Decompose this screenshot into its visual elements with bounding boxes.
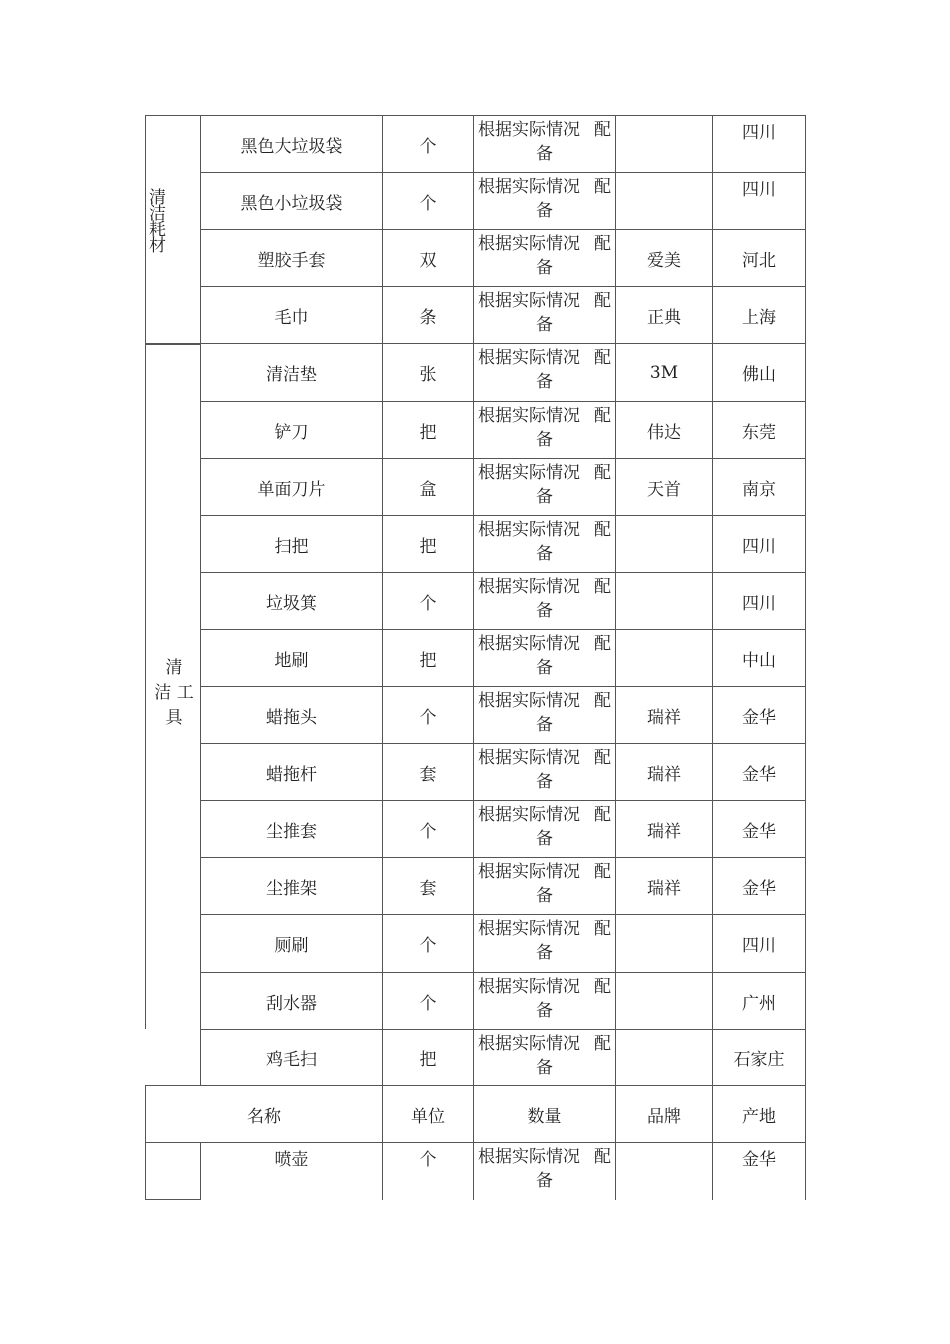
category-label-mid: 洁 工 — [154, 683, 194, 703]
item-brand: 天首 — [616, 458, 713, 515]
item-origin: 四川 — [713, 914, 806, 972]
item-name: 厕刷 — [200, 914, 383, 972]
item-qty: 根据实际情况 配 备 — [474, 1029, 616, 1086]
header-unit: 单位 — [383, 1085, 474, 1143]
table-row — [145, 401, 806, 458]
table-header-row — [145, 1085, 806, 1143]
category-label-bot: 具 — [165, 708, 183, 728]
item-origin: 金华 — [713, 686, 806, 743]
item-brand: 瑞祥 — [616, 743, 713, 800]
item-origin: 东莞 — [713, 401, 806, 458]
item-qty: 根据实际情况 配 备 — [474, 629, 616, 686]
item-brand — [616, 1029, 713, 1086]
item-name: 尘推套 — [200, 800, 383, 857]
table-row — [145, 172, 806, 229]
item-origin: 河北 — [713, 229, 806, 286]
item-origin: 四川 — [713, 515, 806, 572]
item-unit: 个 — [383, 572, 474, 629]
item-qty: 根据实际情况 配 备 — [474, 458, 616, 515]
item-origin: 上海 — [713, 286, 806, 343]
item-origin: 南京 — [713, 458, 806, 515]
item-name: 黑色小垃圾袋 — [200, 172, 383, 229]
item-qty: 根据实际情况 配 备 — [474, 229, 616, 286]
table-row — [145, 743, 806, 800]
item-origin: 石家庄 — [713, 1029, 806, 1086]
item-brand — [616, 515, 713, 572]
item-origin: 佛山 — [713, 343, 806, 401]
item-qty: 根据实际情况 配 备 — [474, 515, 616, 572]
table-row — [145, 972, 806, 1029]
item-origin: 金华 — [713, 800, 806, 857]
table-row — [145, 229, 806, 286]
item-unit: 盒 — [383, 458, 474, 515]
item-qty: 根据实际情况 配 备 — [474, 172, 616, 229]
item-name: 垃圾箕 — [200, 572, 383, 629]
item-unit: 条 — [383, 286, 474, 343]
item-brand: 3M — [616, 343, 713, 401]
item-brand — [616, 1143, 713, 1200]
item-name: 铲刀 — [200, 401, 383, 458]
item-qty: 根据实际情况 配 备 — [474, 686, 616, 743]
item-brand: 正典 — [616, 286, 713, 343]
item-unit: 个 — [383, 1143, 474, 1200]
item-brand — [616, 172, 713, 229]
header-qty: 数量 — [474, 1085, 616, 1143]
item-unit: 个 — [383, 172, 474, 229]
item-origin: 金华 — [713, 743, 806, 800]
table-row — [145, 800, 806, 857]
table-row — [145, 914, 806, 972]
item-name: 扫把 — [200, 515, 383, 572]
item-origin: 广州 — [713, 972, 806, 1029]
item-unit: 把 — [383, 401, 474, 458]
category-label-top: 清 — [165, 658, 183, 678]
item-qty: 根据实际情况 配 备 — [474, 857, 616, 914]
item-unit: 个 — [383, 115, 474, 172]
category-label: 清洁耗材 — [145, 188, 165, 252]
table-row — [145, 629, 806, 686]
item-unit: 把 — [383, 1029, 474, 1086]
item-brand — [616, 914, 713, 972]
item-brand — [616, 572, 713, 629]
table-row — [145, 686, 806, 743]
item-name: 单面刀片 — [200, 458, 383, 515]
item-origin: 金华 — [713, 1143, 806, 1200]
item-unit: 个 — [383, 686, 474, 743]
item-name: 蜡拖头 — [200, 686, 383, 743]
table-row — [145, 458, 806, 515]
table-row — [145, 1143, 806, 1200]
item-qty: 根据实际情况 配 备 — [474, 401, 616, 458]
item-name: 地刷 — [200, 629, 383, 686]
item-unit: 个 — [383, 972, 474, 1029]
item-brand: 瑞祥 — [616, 800, 713, 857]
header-brand: 品牌 — [616, 1085, 713, 1143]
item-brand — [616, 972, 713, 1029]
item-origin: 金华 — [713, 857, 806, 914]
table-row — [145, 857, 806, 914]
header-name: 名称 — [145, 1085, 383, 1143]
item-brand: 伟达 — [616, 401, 713, 458]
item-origin: 中山 — [713, 629, 806, 686]
item-qty: 根据实际情况 配 备 — [474, 1143, 616, 1200]
item-qty: 根据实际情况 配 备 — [474, 286, 616, 343]
item-brand — [616, 629, 713, 686]
table-row — [145, 343, 806, 401]
item-name: 黑色大垃圾袋 — [200, 115, 383, 172]
item-origin: 四川 — [713, 115, 806, 172]
item-qty: 根据实际情况 配 备 — [474, 800, 616, 857]
item-origin: 四川 — [713, 572, 806, 629]
item-qty: 根据实际情况 配 备 — [474, 343, 616, 401]
item-qty: 根据实际情况 配 备 — [474, 572, 616, 629]
item-qty: 根据实际情况 配 备 — [474, 115, 616, 172]
item-brand — [616, 115, 713, 172]
item-name: 塑胶手套 — [200, 229, 383, 286]
item-brand: 瑞祥 — [616, 686, 713, 743]
item-unit: 个 — [383, 800, 474, 857]
item-name: 蜡拖杆 — [200, 743, 383, 800]
item-origin: 四川 — [713, 172, 806, 229]
item-brand: 爱美 — [616, 229, 713, 286]
item-unit: 把 — [383, 629, 474, 686]
table-row — [145, 1029, 806, 1086]
item-name: 清洁垫 — [200, 343, 383, 401]
item-name: 刮水器 — [200, 972, 383, 1029]
item-unit: 个 — [383, 914, 474, 972]
item-name: 喷壶 — [200, 1143, 383, 1200]
table-row — [145, 572, 806, 629]
item-qty: 根据实际情况 配 备 — [474, 972, 616, 1029]
item-unit: 套 — [383, 743, 474, 800]
item-unit: 把 — [383, 515, 474, 572]
table-row — [145, 115, 806, 172]
item-qty: 根据实际情况 配 备 — [474, 743, 616, 800]
item-unit: 张 — [383, 343, 474, 401]
table-row — [145, 515, 806, 572]
item-name: 尘推架 — [200, 857, 383, 914]
item-name: 毛巾 — [200, 286, 383, 343]
item-unit: 双 — [383, 229, 474, 286]
header-origin: 产地 — [713, 1085, 806, 1143]
item-name: 鸡毛扫 — [200, 1029, 383, 1086]
item-unit: 套 — [383, 857, 474, 914]
item-qty: 根据实际情况 配 备 — [474, 914, 616, 972]
item-brand: 瑞祥 — [616, 857, 713, 914]
table-row — [145, 286, 806, 343]
category-cell-empty — [145, 1143, 201, 1200]
